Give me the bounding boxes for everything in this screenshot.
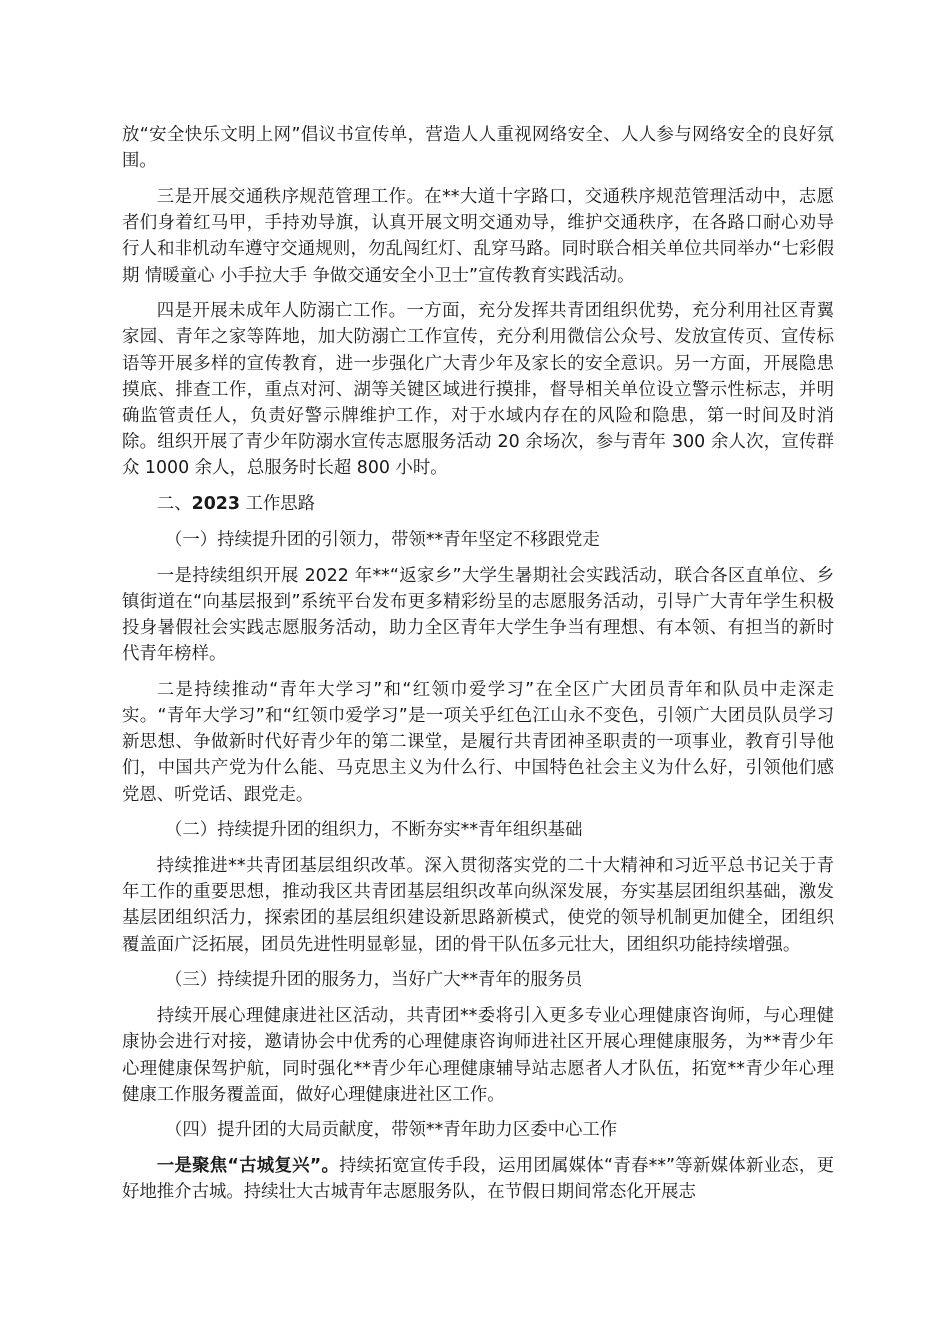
subheading-organization: （二）持续提升团的组织力，不断夯实**青年组织基础 — [165, 820, 583, 841]
paragraph-continued-internet-safety: 放“安全快乐文明上网”倡议书宣传单，营造人人重视网络安全、人人参与网络安全的良好氛围。 — [122, 125, 834, 172]
paragraph-summer-practice: 一是持续组织开展 2022 年**“返家乡”大学生暑期社会实践活动，联合各区直单位、乡镇街道在“向基层报到”系统平台发布更多精彩纷呈的志愿服务活动，引导广大青年学生积极投身暑假社会实践志愿服务活动，助力全区青年大学生争当有理想、有本领、有担当的新时代青年榜样。 — [122, 565, 834, 665]
section-heading-number: 二、 — [156, 494, 192, 515]
paragraph-mental-health: 持续开展心理健康进社区活动，共青团**委将引入更多专业心理健康咨询师，与心理健康协会进行对接，邀请协会中优秀的心理健康咨询师进社区开展心理健康服务，为**青少年心理健康保驾护航，同时强化**青少年心理健康辅导站志愿者人才队伍，拓宽**青少年心理健康工作服务覆盖面，做好心理健康进社区工作。 — [122, 1006, 834, 1105]
paragraph-traffic-order: 三是开展交通秩序规范管理工作。在**大道十字路口，交通秩序规范管理活动中，志愿者们身着红马甲，手持劝导旗，认真开展文明交通劝导，维护交通秩序，在各路口耐心劝导行人和非机动车遵守交通规则，勿乱闯红灯、乱穿马路。同时联合相关单位共同举办“七彩假期 情暖童心 小手拉大手 争做交通安全小卫士”宣传教育实践活动。 — [122, 186, 834, 286]
section-heading-text: 工作思路 — [240, 494, 316, 515]
paragraph-ancient-city — [122, 1153, 834, 1205]
paragraph-rest-text: 持续拓宽宣传手段，运用团属媒体“青春**”等新媒体新业态，更好地推介古城。持续壮大古城青年志愿服务队，在节假日期间常态化开展志 — [122, 1156, 834, 1203]
section-heading-year: 2023 — [191, 494, 240, 515]
subheading-service: （三）持续提升团的服务力，当好广大**青年的服务员 — [165, 970, 583, 991]
document-body — [122, 122, 834, 1215]
subheading-leadership: （一）持续提升团的引领力，带领**青年坚定不移跟党走 — [165, 529, 600, 550]
paragraph-youth-study: 二是持续推动“青年大学习”和“红领巾爱学习”在全区广大团员青年和队员中走深走实。“青年大学习”和“红领巾爱学习”是一项关乎红色江山永不变色，引领广大团员队员学习新思想、争做新时代好青少年的第二课堂，是履行共青团神圣职责的一项事业，教育引导他们，中国共产党为什么能、马克思主义为什么行、中国特色社会主义为什么好，引领他们感党恩、听党话、跟党走。 — [122, 679, 834, 805]
paragraph-drowning-prevention: 四是开展未成年人防溺亡工作。一方面，充分发挥共青团组织优势，充分利用社区青翼家园、青年之家等阵地，加大防溺亡工作宣传，充分利用微信公众号、发放宣传页、宣传标语等开展多样的宣传教育，进一步强化广大青少年及家长的安全意识。另一方面，开展隐患摸底、排查工作，重点对河、湖等关键区域进行摸排，督导相关单位设立警示性标志，并明确监管责任人，负责好警示牌维护工作，对于水域内存在的风险和隐患，第一时间及时消除。组织开展了青少年防溺水宣传志愿服务活动 20 余场次，参与青年 300 余人次，宣传群众 1000 余人，总服务时长超 800 小时。 — [122, 301, 834, 479]
paragraph-grassroots-reform: 持续推进**共青团基层组织改革。深入贯彻落实党的二十大精神和习近平总书记关于青年工作的重要思想，推动我区共青团基层组织改革向纵深发展，夯实基层团组织基础，激发基层团组织活力，探索团的基层组织建设新思路新模式，使党的领导机制更加健全，团组织覆盖面广泛拓展，团员先进性明显彰显，团的骨干队伍多元壮大，团组织功能持续增强。 — [122, 856, 834, 955]
paragraph-lead-bold: 一是聚焦“古城复兴”。 — [156, 1156, 340, 1177]
section-heading-2023-plan — [122, 491, 834, 517]
subheading-contribution: （四）提升团的大局贡献度，带领**青年助力区委中心工作 — [165, 1120, 618, 1141]
